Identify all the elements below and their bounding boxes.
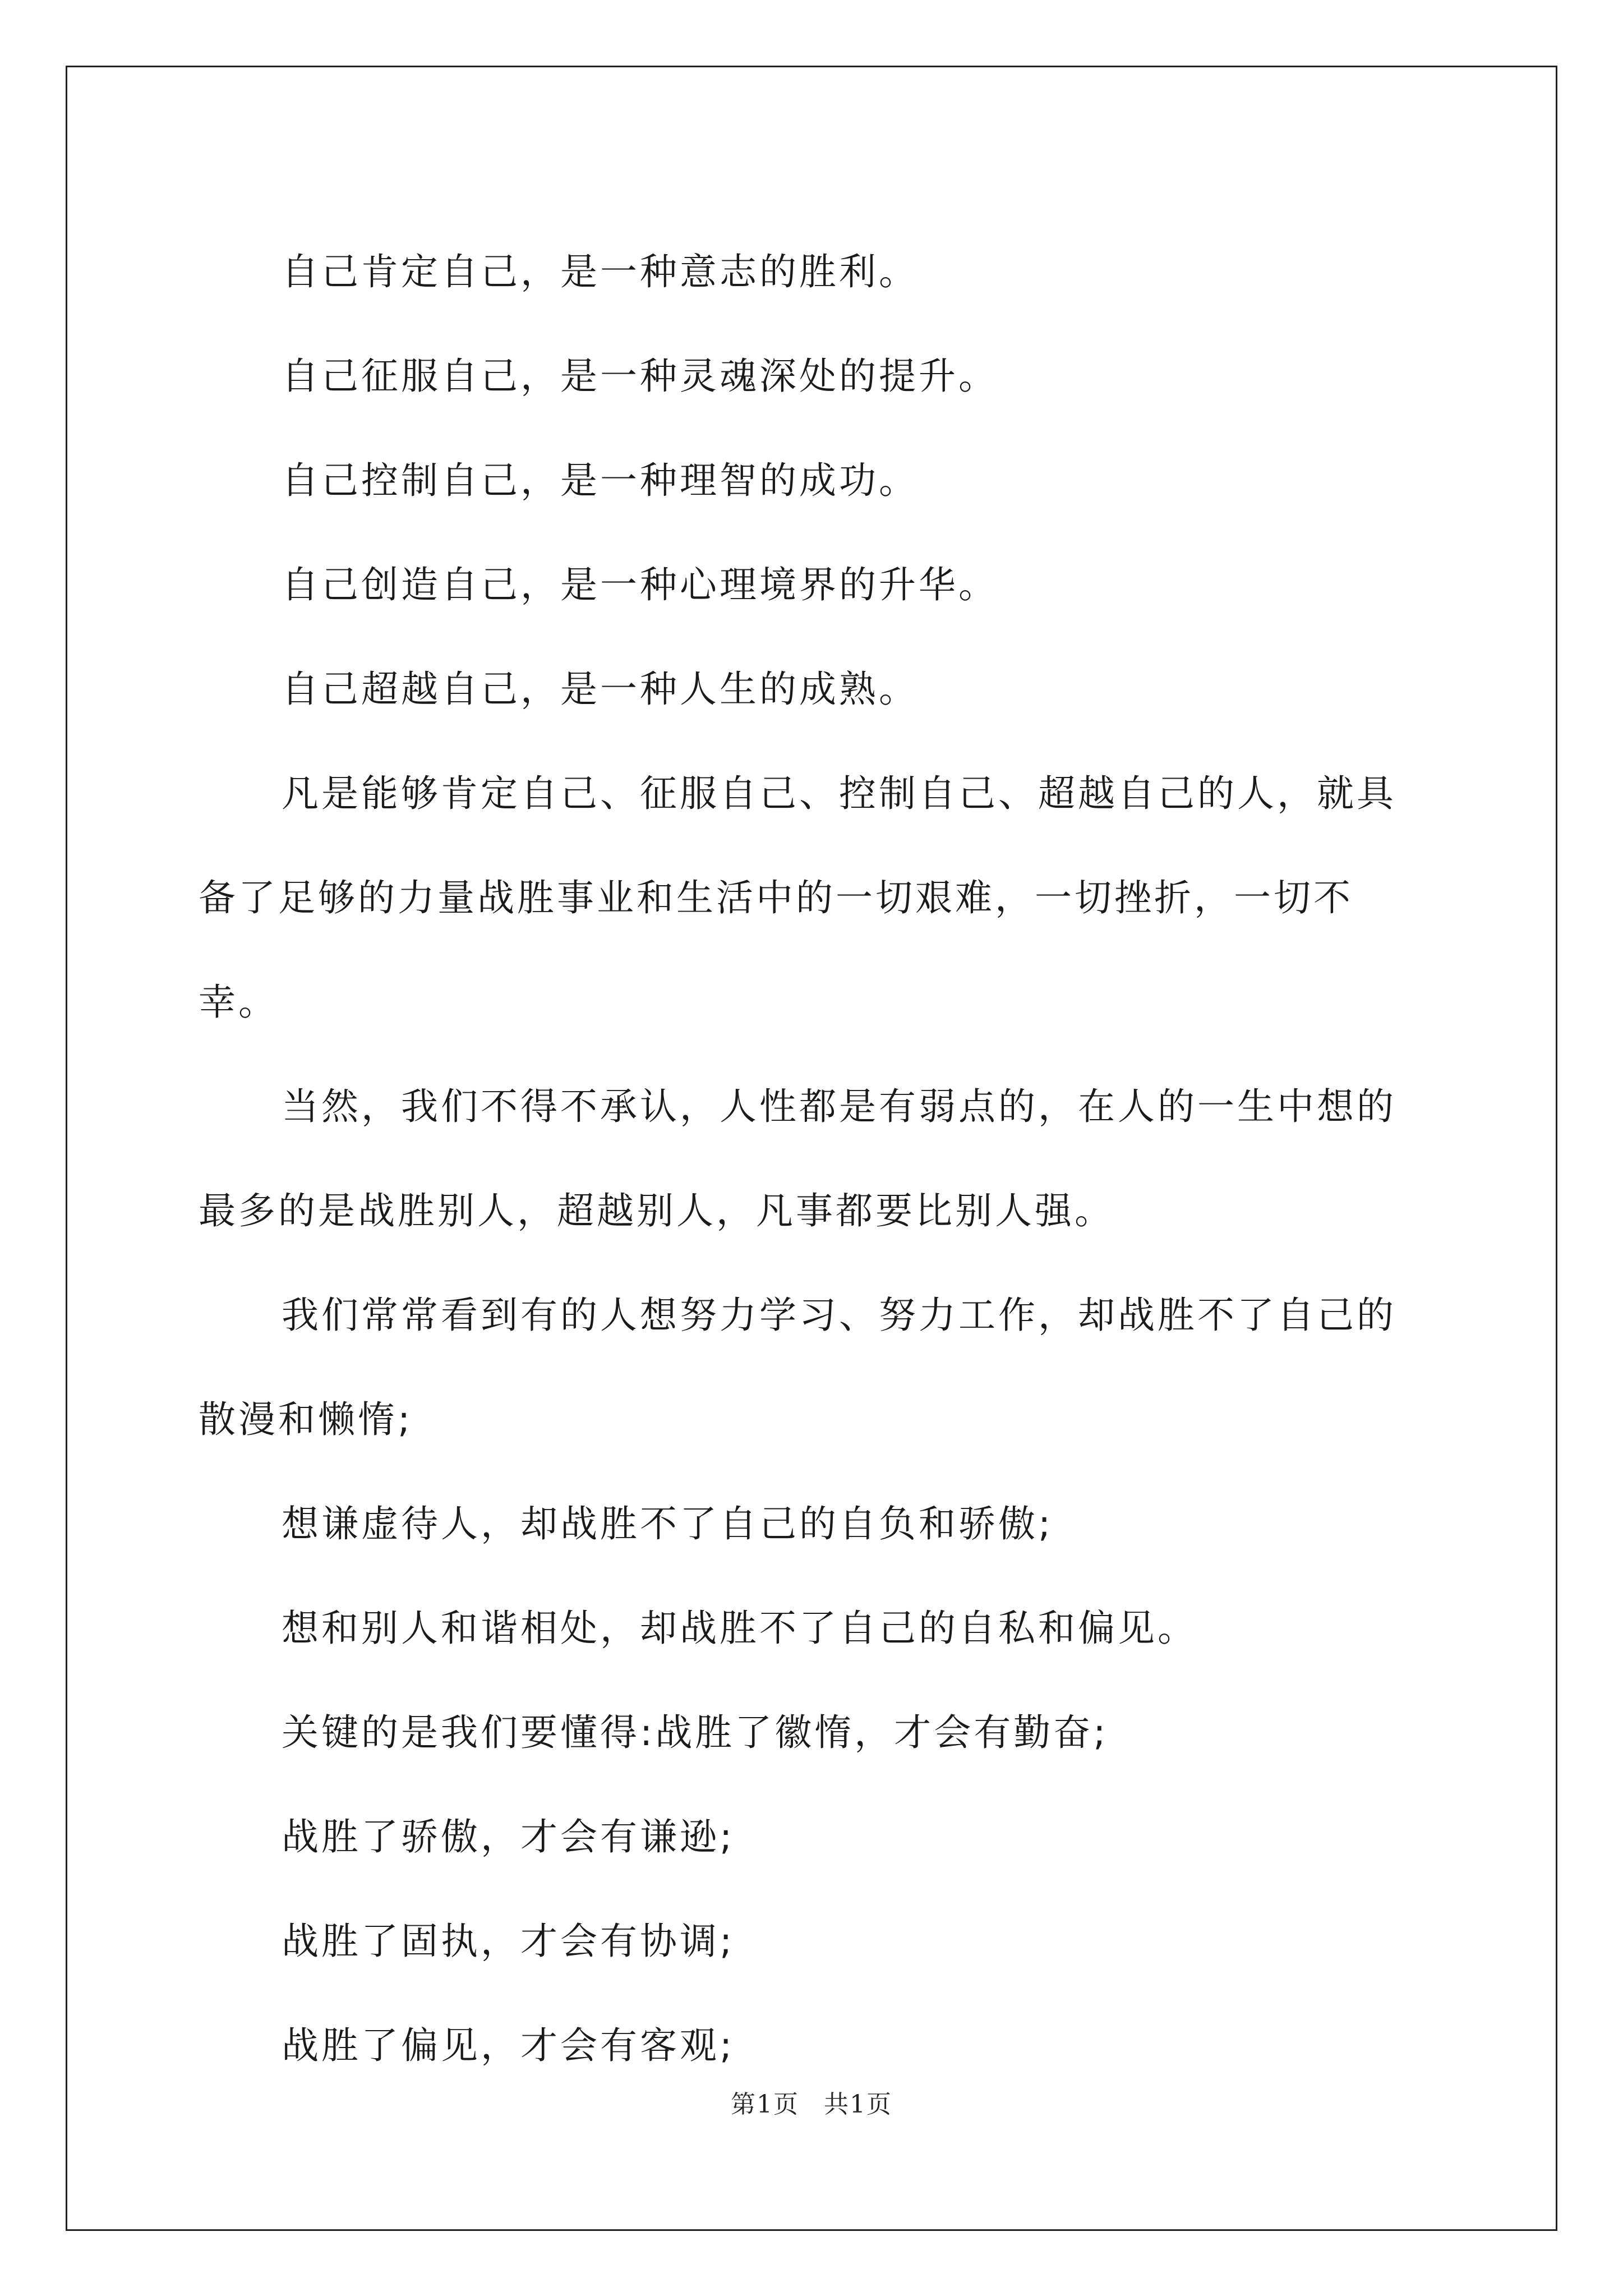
paragraph-6: 凡是能够肯定自己、征服自己、控制自己、超越自己的人，就具备了足够的力量战胜事业和生活中的一切艰难，一切挫折，一切不幸。: [199, 772, 1396, 1024]
paragraph-5: 自己超越自己，是一种人生的成熟。: [282, 668, 919, 711]
document-body: [199, 220, 1427, 2098]
page-number: 第1页: [731, 2090, 799, 2119]
paragraph-9: 想谦虚待人，却战胜不了自己的自负和骄傲;: [282, 1502, 1054, 1545]
paragraph-11: 关键的是我们要懂得:战胜了徽惰，才会有勤奋;: [282, 1711, 1109, 1754]
paragraph-8: 我们常常看到有的人想努力学习、努力工作，却战胜不了自己的散漫和懒惰;: [199, 1294, 1396, 1441]
paragraph-4: 自己创造自己，是一种心理境界的升华。: [282, 563, 998, 606]
page-total: 共1页: [824, 2090, 892, 2119]
paragraph-10: 想和别人和谐相处，却战胜不了自己的自私和偏见。: [282, 1607, 1197, 1650]
paragraph-3: 自己控制自己，是一种理智的成功。: [282, 459, 919, 502]
paragraph-12: 战胜了骄傲，才会有谦逊;: [282, 1815, 735, 1858]
paragraph-2: 自己征服自己，是一种灵魂深处的提升。: [282, 355, 998, 398]
paragraph-1: 自己肯定自己，是一种意志的胜利。: [282, 250, 919, 293]
paragraph-14: 战胜了偏见，才会有客观;: [282, 2024, 735, 2067]
paragraph-7: 当然，我们不得不承认，人性都是有弱点的，在人的一生中想的最多的是战胜别人，超越别人，凡事都要比别人强。: [199, 1085, 1396, 1232]
paragraph-13: 战胜了固执，才会有协调;: [282, 1920, 735, 1963]
page-footer: [0, 2084, 1623, 2120]
